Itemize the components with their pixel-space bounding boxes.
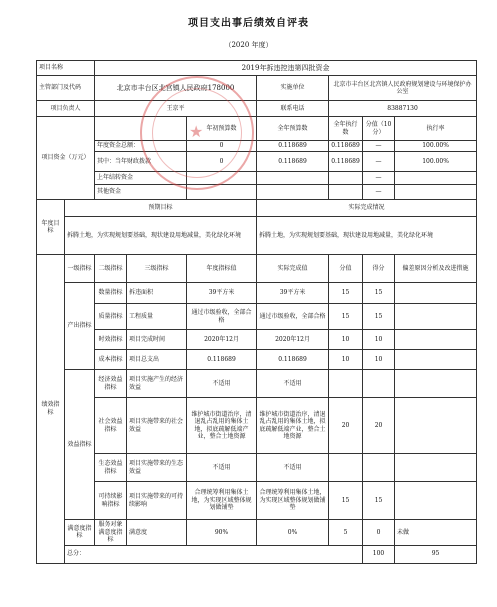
funds-row xyxy=(37,172,477,185)
indicator-actual: 通过市级验收，全部合格 xyxy=(257,304,329,330)
goals-expected-header: 预期目标 xyxy=(65,200,257,217)
goals-row xyxy=(37,217,477,255)
indicator-note xyxy=(395,350,477,370)
indicator-got: 10 xyxy=(363,330,395,350)
indicator-l3: 项目实施产生的经济效益 xyxy=(127,370,187,398)
indicator-row xyxy=(37,520,477,546)
page-year: （2020 年度） xyxy=(224,41,273,49)
funds-cell: — xyxy=(363,152,395,172)
effect-label: 效益指标 xyxy=(65,370,95,520)
indicator-header: 年度指标值 xyxy=(187,255,257,283)
funds-cell xyxy=(395,185,477,200)
funds-cell: — xyxy=(363,172,395,185)
project-name-value: 2019年拆违控违第四批资金 xyxy=(95,61,477,76)
indicator-score: 15 xyxy=(329,482,363,520)
funds-header-row xyxy=(37,117,477,141)
funds-header: 执行率 xyxy=(395,117,477,141)
indicator-header: 二级指标 xyxy=(95,255,127,283)
indicator-actual: 2020年12月 xyxy=(257,330,329,350)
goals-header-row xyxy=(37,200,477,217)
project-name-label: 项目名称 xyxy=(37,61,95,76)
funds-row xyxy=(37,141,477,152)
indicator-header: 一级指标 xyxy=(65,255,95,283)
indicator-note xyxy=(395,454,477,482)
funds-cell xyxy=(187,172,257,185)
indicator-target: 不适用 xyxy=(187,370,257,398)
dept-value: 北京市丰台区北宫镇人民政府178000 xyxy=(95,76,257,101)
funds-row-name: 年度资金总额： xyxy=(95,141,187,152)
indicator-row xyxy=(37,350,477,370)
indicator-note xyxy=(395,398,477,454)
funds-header: 分值（10分） xyxy=(363,117,395,141)
indicator-l3: 项目实施带来的可持续影响 xyxy=(127,482,187,520)
indicator-got: 15 xyxy=(363,304,395,330)
funds-cell xyxy=(257,172,329,185)
indicator-l2: 成本指标 xyxy=(95,350,127,370)
indicator-score: 10 xyxy=(329,330,363,350)
indicator-l3: 拆违面积 xyxy=(127,283,187,304)
impl-value: 北京市丰台区北宫镇人民政府规划建设与环境保护办公室 xyxy=(329,76,477,101)
dept-row xyxy=(37,76,477,101)
funds-cell xyxy=(187,185,257,200)
goals-label: 年度目标 xyxy=(37,200,65,255)
goals-actual-header: 实际完成情况 xyxy=(257,200,477,217)
indicator-l3: 项目总支出 xyxy=(127,350,187,370)
phone-value: 83887130 xyxy=(329,101,477,117)
indicator-l3: 工程质量 xyxy=(127,304,187,330)
impl-label: 实施单位 xyxy=(257,76,329,101)
total-label: 总分： xyxy=(65,545,363,563)
funds-cell xyxy=(329,185,363,200)
indicator-row xyxy=(37,304,477,330)
funds-cell xyxy=(257,185,329,200)
funds-cell: 100.00% xyxy=(395,141,477,152)
page-title: 项目支出事后绩效自评表 xyxy=(188,18,309,29)
funds-row-name: 其他资金 xyxy=(95,185,187,200)
indicator-target: 不适用 xyxy=(187,454,257,482)
indicators-section-label: 绩效指标 xyxy=(37,255,65,564)
indicator-actual: 维护城市街道治序，清退乱占乱用的集体土地，拟底疏解低端产业，整合土地资源 xyxy=(257,398,329,454)
indicator-note xyxy=(395,304,477,330)
indicator-note xyxy=(395,482,477,520)
indicator-row xyxy=(37,454,477,482)
indicator-l2: 服务对象满意度指标 xyxy=(95,520,127,546)
indicator-target: 0.118689 xyxy=(187,350,257,370)
indicator-row xyxy=(37,482,477,520)
indicator-header-row xyxy=(37,255,477,283)
indicator-l3: 项目实施带来的社会效益 xyxy=(127,398,187,454)
indicator-l3: 项目实施带来的生态效益 xyxy=(127,454,187,482)
leader-row xyxy=(37,101,477,117)
indicator-score: 5 xyxy=(329,520,363,546)
total-got: 95 xyxy=(395,545,477,563)
funds-cell: 100.00% xyxy=(395,152,477,172)
indicator-target: 2020年12月 xyxy=(187,330,257,350)
indicator-score: 15 xyxy=(329,304,363,330)
funds-cell: 0.118689 xyxy=(329,141,363,152)
indicator-got: 10 xyxy=(363,350,395,370)
indicator-note: 未做 xyxy=(395,520,477,546)
funds-cell: — xyxy=(363,185,395,200)
indicator-l2: 质量指标 xyxy=(95,304,127,330)
funds-header: 全年预算数 xyxy=(257,117,329,141)
goals-actual: 拆腾土地，为实现规划要基础，现状建设用地减量，美化绿化环境 xyxy=(257,217,477,255)
output-label: 产出指标 xyxy=(65,283,95,370)
evaluation-table xyxy=(36,60,477,564)
indicator-target: 维护城市街道治序，清退乱占乱用的集体土地，拟底疏解低端产业，整合土地资源 xyxy=(187,398,257,454)
seal-star-icon: ★ xyxy=(189,122,204,141)
indicator-header: 得分 xyxy=(363,255,395,283)
indicator-got: 0 xyxy=(363,520,395,546)
indicator-target: 通过市级验收，全部合格 xyxy=(187,304,257,330)
indicator-actual: 0% xyxy=(257,520,329,546)
indicator-header: 偏差原因分析及改进措施 xyxy=(395,255,477,283)
indicator-row xyxy=(37,283,477,304)
indicator-got xyxy=(363,454,395,482)
project-name-row xyxy=(37,61,477,76)
goals-expected: 拆腾土地，为实现规划要基础，现状建设用地减量，美化绿化环境 xyxy=(65,217,257,255)
indicator-actual: 0.118689 xyxy=(257,350,329,370)
funds-cell: 0 xyxy=(187,152,257,172)
indicator-score: 10 xyxy=(329,350,363,370)
funds-header: 年初预算数 xyxy=(187,117,257,141)
funds-row xyxy=(37,185,477,200)
leader-value: 王京平 xyxy=(95,101,257,117)
indicator-l2: 生态效益指标 xyxy=(95,454,127,482)
indicator-score xyxy=(329,370,363,398)
indicator-header: 实际完成值 xyxy=(257,255,329,283)
indicator-got xyxy=(363,370,395,398)
indicator-actual: 不适用 xyxy=(257,454,329,482)
indicator-got: 20 xyxy=(363,398,395,454)
indicator-score: 15 xyxy=(329,283,363,304)
total-row xyxy=(37,545,477,563)
indicator-actual: 不适用 xyxy=(257,370,329,398)
satisfaction-label: 满意度指标 xyxy=(65,520,95,546)
indicator-score xyxy=(329,454,363,482)
indicator-header: 三级指标 xyxy=(127,255,187,283)
indicator-row xyxy=(37,398,477,454)
funds-label: 项目资金（万元） xyxy=(37,117,95,200)
funds-cell: — xyxy=(363,141,395,152)
indicator-l2: 社会效益指标 xyxy=(95,398,127,454)
funds-cell xyxy=(395,172,477,185)
funds-row-name: 其中：当年财政拨款 xyxy=(95,152,187,172)
indicator-row xyxy=(37,370,477,398)
dept-label: 主管部门及代码 xyxy=(37,76,95,101)
indicator-target: 39平方米 xyxy=(187,283,257,304)
indicator-note xyxy=(395,370,477,398)
indicator-l2: 时效指标 xyxy=(95,330,127,350)
funds-row xyxy=(37,152,477,172)
indicator-actual: 39平方米 xyxy=(257,283,329,304)
indicator-l2: 数量指标 xyxy=(95,283,127,304)
funds-cell xyxy=(329,172,363,185)
indicator-got: 15 xyxy=(363,482,395,520)
funds-header: 全年执行数 xyxy=(329,117,363,141)
indicator-l3: 项目完成时间 xyxy=(127,330,187,350)
indicator-row xyxy=(37,330,477,350)
funds-cell: 0 xyxy=(187,141,257,152)
indicator-got: 15 xyxy=(363,283,395,304)
indicator-l2: 经济效益指标 xyxy=(95,370,127,398)
funds-cell: 0.118689 xyxy=(257,141,329,152)
phone-label: 联系电话 xyxy=(257,101,329,117)
funds-cell: 0.118689 xyxy=(257,152,329,172)
indicator-l2: 可持续影响指标 xyxy=(95,482,127,520)
indicator-note xyxy=(395,330,477,350)
indicator-target: 90% xyxy=(187,520,257,546)
indicator-header: 分值 xyxy=(329,255,363,283)
indicator-target: 合理统筹利用集体土地，为实现区域整体规划做铺垫 xyxy=(187,482,257,520)
indicator-note xyxy=(395,283,477,304)
indicator-l3: 满意度 xyxy=(127,520,187,546)
funds-row-name: 上年结转资金 xyxy=(95,172,187,185)
total-score: 100 xyxy=(363,545,395,563)
indicator-actual: 合理统筹利用集体土地，为实现区域整体规划做铺垫 xyxy=(257,482,329,520)
indicator-score: 20 xyxy=(329,398,363,454)
funds-cell: 0.118689 xyxy=(329,152,363,172)
leader-label: 项目负责人 xyxy=(37,101,95,117)
